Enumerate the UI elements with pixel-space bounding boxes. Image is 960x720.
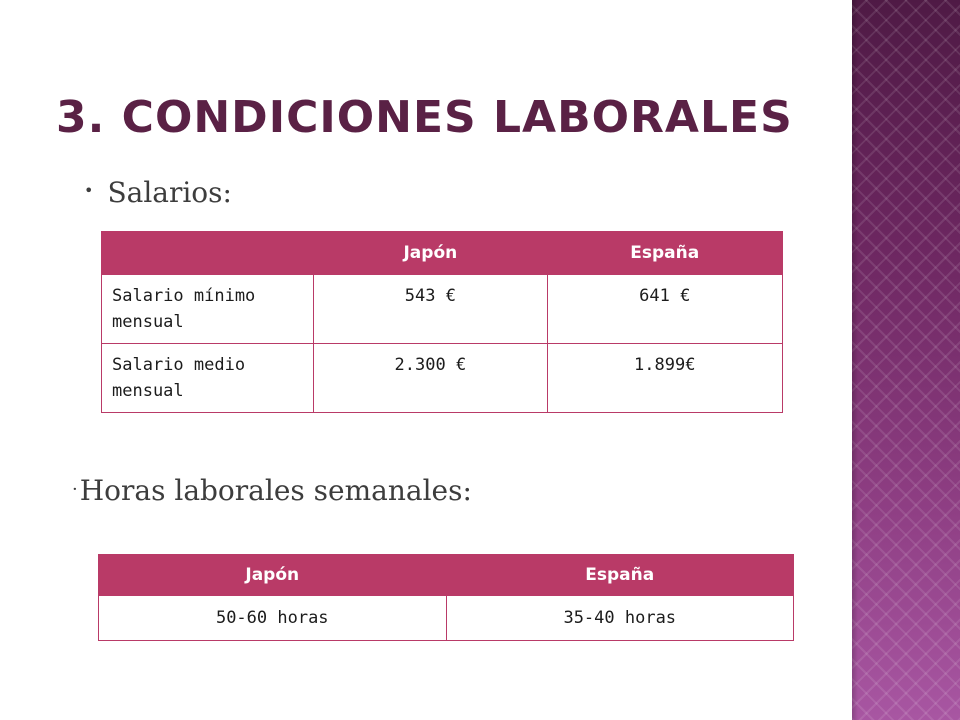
bullet-dot-icon: • [84, 181, 94, 200]
decorative-side-band [852, 0, 960, 720]
horas-header-japon: Japón [99, 555, 447, 596]
bullet-salarios [84, 176, 232, 209]
bullet-salarios-label: Salarios: [107, 176, 232, 209]
table-row [99, 596, 794, 641]
table-row [102, 275, 783, 344]
salarios-header-espana: España [547, 232, 782, 275]
horas-japon-value: 50-60 horas [99, 596, 447, 641]
salario-medio-japon: 2.300 € [314, 344, 547, 413]
slide-title: 3. CONDICIONES LABORALES [56, 92, 793, 143]
salarios-header-japon: Japón [314, 232, 547, 275]
salarios-header-empty [102, 232, 314, 275]
salarios-table [101, 231, 783, 413]
bullet-dot-icon: · [72, 479, 78, 500]
salario-minimo-label: Salario mínimo mensual [102, 275, 314, 344]
horas-table-header-row [99, 555, 794, 596]
table-row [102, 344, 783, 413]
horas-espana-value: 35-40 horas [446, 596, 794, 641]
bullet-horas-label: Horas laborales semanales: [79, 474, 472, 507]
bullet-horas [72, 474, 472, 507]
salario-medio-espana: 1.899€ [547, 344, 782, 413]
horas-header-espana: España [446, 555, 794, 596]
salarios-table-header-row [102, 232, 783, 275]
horas-table [98, 554, 794, 641]
side-band-shadow [852, 0, 858, 720]
salario-minimo-japon: 543 € [314, 275, 547, 344]
salario-medio-label: Salario medio mensual [102, 344, 314, 413]
salario-minimo-espana: 641 € [547, 275, 782, 344]
